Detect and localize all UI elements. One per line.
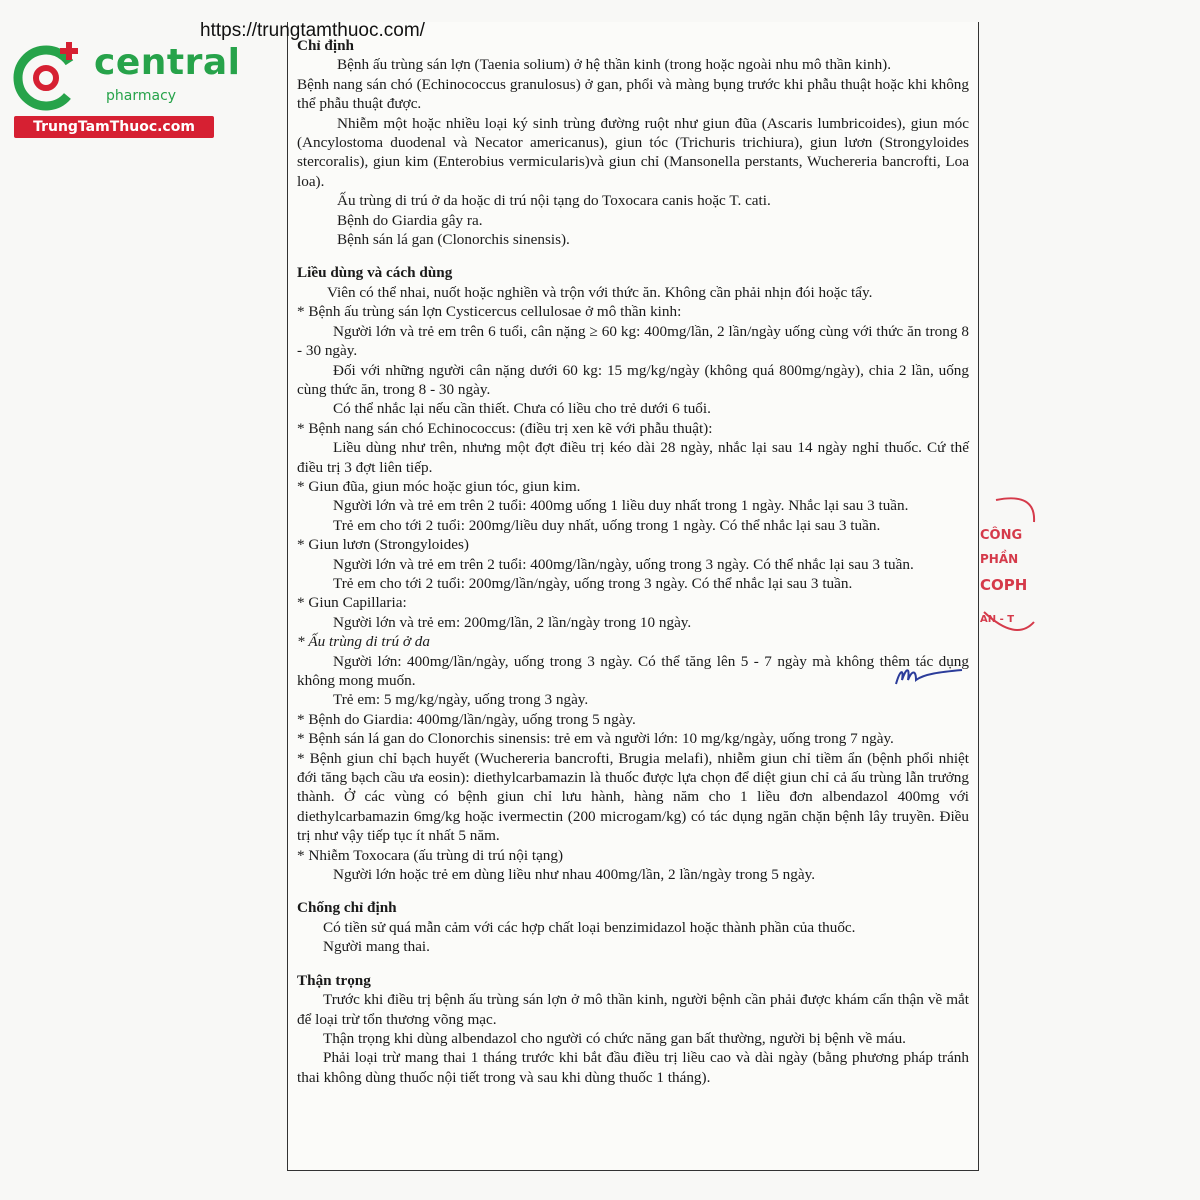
company-stamp: [976, 492, 1036, 642]
signature-mark: [890, 650, 970, 700]
paragraph: * Bệnh nang sán chó Echinococcus: (điều trị xen kẽ với phẫu thuật):: [297, 419, 713, 437]
paragraph: Đối với những người cân nặng dưới 60 kg: 15 mg/kg/ngày (không quá 800mg/ngày), chia 2 lần, uống cùng thức ăn, trong 8 - 30 ngày.: [297, 361, 969, 398]
paragraph: Người lớn và trẻ em trên 6 tuổi, cân nặng ≥ 60 kg: 400mg/lần, 2 lần/ngày uống cùng với thức ăn trong 8 - 30 ngày.: [297, 322, 969, 360]
paragraph: * Bệnh ấu trùng sán lợn Cysticercus cellulosae ở mô thần kinh:: [297, 303, 682, 321]
paragraph: Bệnh nang sán chó (Echinococcus granulosus) ở gan, phổi và màng bụng trước khi phẫu thuật hoặc khi không thể phẫu thuật được.: [297, 75, 969, 113]
stamp-text: COPH: [980, 576, 1028, 594]
section-heading: Chống chỉ định: [297, 899, 397, 917]
stamp-text: CÔNG: [980, 528, 1023, 543]
paragraph: Trẻ em cho tới 2 tuổi: 200mg/lần/ngày, uống trong 3 ngày. Có thể nhắc lại sau 3 tuần.: [333, 574, 853, 592]
paragraph: Thận trọng khi dùng albendazol cho người có chức năng gan bất thường, người bị bệnh về máu.: [323, 1029, 906, 1047]
paragraph: Người lớn và trẻ em trên 2 tuổi: 400mg uống 1 liều duy nhất trong 1 ngày. Nhắc lại sau 3 tuần.: [333, 497, 909, 515]
paragraph: Liều dùng như trên, nhưng một đợt điều trị kéo dài 28 ngày, nhắc lại sau 14 ngày nghỉ thuốc. Cứ thế điều trị 3 đợt liên tiếp.: [297, 439, 969, 476]
paragraph: * Nhiễm Toxocara (ấu trùng di trú nội tạng): [297, 846, 564, 864]
paragraph: * Giun lươn (Strongyloides): [297, 536, 469, 554]
paragraph: Trẻ em: 5 mg/kg/ngày, uống trong 3 ngày.: [333, 691, 589, 709]
paragraph: Phải loại trừ mang thai 1 tháng trước khi bắt đầu điều trị liều cao và dài ngày (bằng phương pháp tránh thai không dùng thuốc nội tiết trong và sau khi dùng thuốc 1 tháng).: [297, 1049, 969, 1086]
paragraph: Bệnh do Giardia gây ra.: [337, 211, 483, 229]
section-heading: Thận trọng: [297, 971, 371, 989]
paragraph: Người lớn: 400mg/lần/ngày, uống trong 3 ngày. Có thể tăng lên 5 - 7 ngày mà không thêm tác dụng không mong muốn.: [297, 652, 969, 689]
paragraph: Người mang thai.: [323, 938, 430, 956]
document-body: [297, 36, 969, 1087]
paragraph: * Bệnh do Giardia: 400mg/lần/ngày, uống trong 5 ngày.: [297, 710, 636, 728]
watermark-url[interactable]: https://trungtamthuoc.com/: [200, 20, 425, 41]
paragraph: Ấu trùng di trú ở da hoặc di trú nội tạng do Toxocara canis hoặc T. cati.: [337, 192, 771, 210]
paragraph: Bệnh ấu trùng sán lợn (Taenia solium) ở hệ thần kinh (trong hoặc ngoài nhu mô thần kinh).: [337, 56, 892, 74]
paragraph: Trẻ em cho tới 2 tuổi: 200mg/liều duy nhất, uống trong 1 ngày. Có thể nhắc lại sau 3 tuần.: [333, 516, 881, 534]
section-heading: Chỉ định: [297, 37, 354, 54]
central-pharmacy-icon: [8, 36, 92, 120]
paragraph: Nhiễm một hoặc nhiều loại ký sinh trùng đường ruột như giun đũa (Ascaris lumbricoides), giun móc (Ancylostoma duodenal và Necator americanus), giun tóc (Trichuris trichiura), giun lươn (Strongyloides stercoralis), giun kim (Enterobius vermicularis)và giun chỉ (Mansonella perstants, Wuchereria bancrofti, Loa loa).: [297, 114, 969, 190]
paragraph: Bệnh sán lá gan (Clonorchis sinensis).: [337, 231, 570, 249]
paragraph: * Giun đũa, giun móc hoặc giun tóc, giun kim.: [297, 477, 581, 495]
paragraph: Có thể nhắc lại nếu cần thiết. Chưa có liều cho trẻ dưới 6 tuổi.: [333, 400, 711, 418]
paragraph: Người lớn và trẻ em: 200mg/lần, 2 lần/ngày trong 10 ngày.: [333, 613, 692, 631]
site-logo[interactable]: [8, 36, 241, 136]
paragraph: Trước khi điều trị bệnh ấu trùng sán lợn ở mô thần kinh, người bệnh cần phải được khám cẩn thận về mắt để loại trừ tổn thương võng mạc.: [297, 991, 969, 1028]
paragraph: Viên có thể nhai, nuốt hoặc nghiền và trộn với thức ăn. Không cần phải nhịn đói hoặc tẩy.: [327, 283, 873, 301]
logo-subtitle: pharmacy: [106, 88, 177, 104]
paragraph: Người lớn và trẻ em trên 2 tuổi: 400mg/lần/ngày, uống trong 3 ngày. Có thể nhắc lại sau 3 tuần.: [333, 555, 914, 573]
stamp-text: AN - T: [980, 614, 1015, 625]
paragraph: Có tiền sử quá mẫn cảm với các hợp chất loại benzimidazol hoặc thành phần của thuốc.: [323, 918, 856, 936]
paragraph: * Bệnh giun chỉ bạch huyết (Wuchereria bancrofti, Brugia melafi), nhiễm giun chỉ tiềm ẩn (bệnh phổi nhiệt đới tăng bạch cầu ưa eosin): diethylcarbamazin là thuốc được lựa chọn để diệt giun chỉ cả ấu trùng lẫn trưởng thành. Ở các vùng có bệnh giun chỉ lưu hành, hàng năm cho 1 liều đơn albendazol 400mg với diethylcarbamazin 6mg/kg hoặc ivermectin (200 microgam/kg) có tác dụng ngăn chặn bệnh lây truyền. Điều trị như vậy tiếp tục ít nhất 5 năm.: [297, 749, 969, 845]
logo-banner: TrungTamThuoc.com: [14, 116, 214, 138]
paragraph: * Giun Capillaria:: [297, 594, 407, 612]
logo-wordmark: central: [94, 42, 241, 83]
paragraph: Người lớn hoặc trẻ em dùng liều như nhau 400mg/lần, 2 lần/ngày trong 5 ngày.: [333, 866, 816, 884]
section-heading: Liều dùng và cách dùng: [297, 264, 453, 282]
paragraph: * Bệnh sán lá gan do Clonorchis sinensis: trẻ em và người lớn: 10 mg/kg/ngày, uống trong 7 ngày.: [297, 730, 894, 748]
stamp-text: PHẦN: [980, 552, 1019, 566]
paragraph: * Ấu trùng di trú ở da: [297, 633, 430, 651]
